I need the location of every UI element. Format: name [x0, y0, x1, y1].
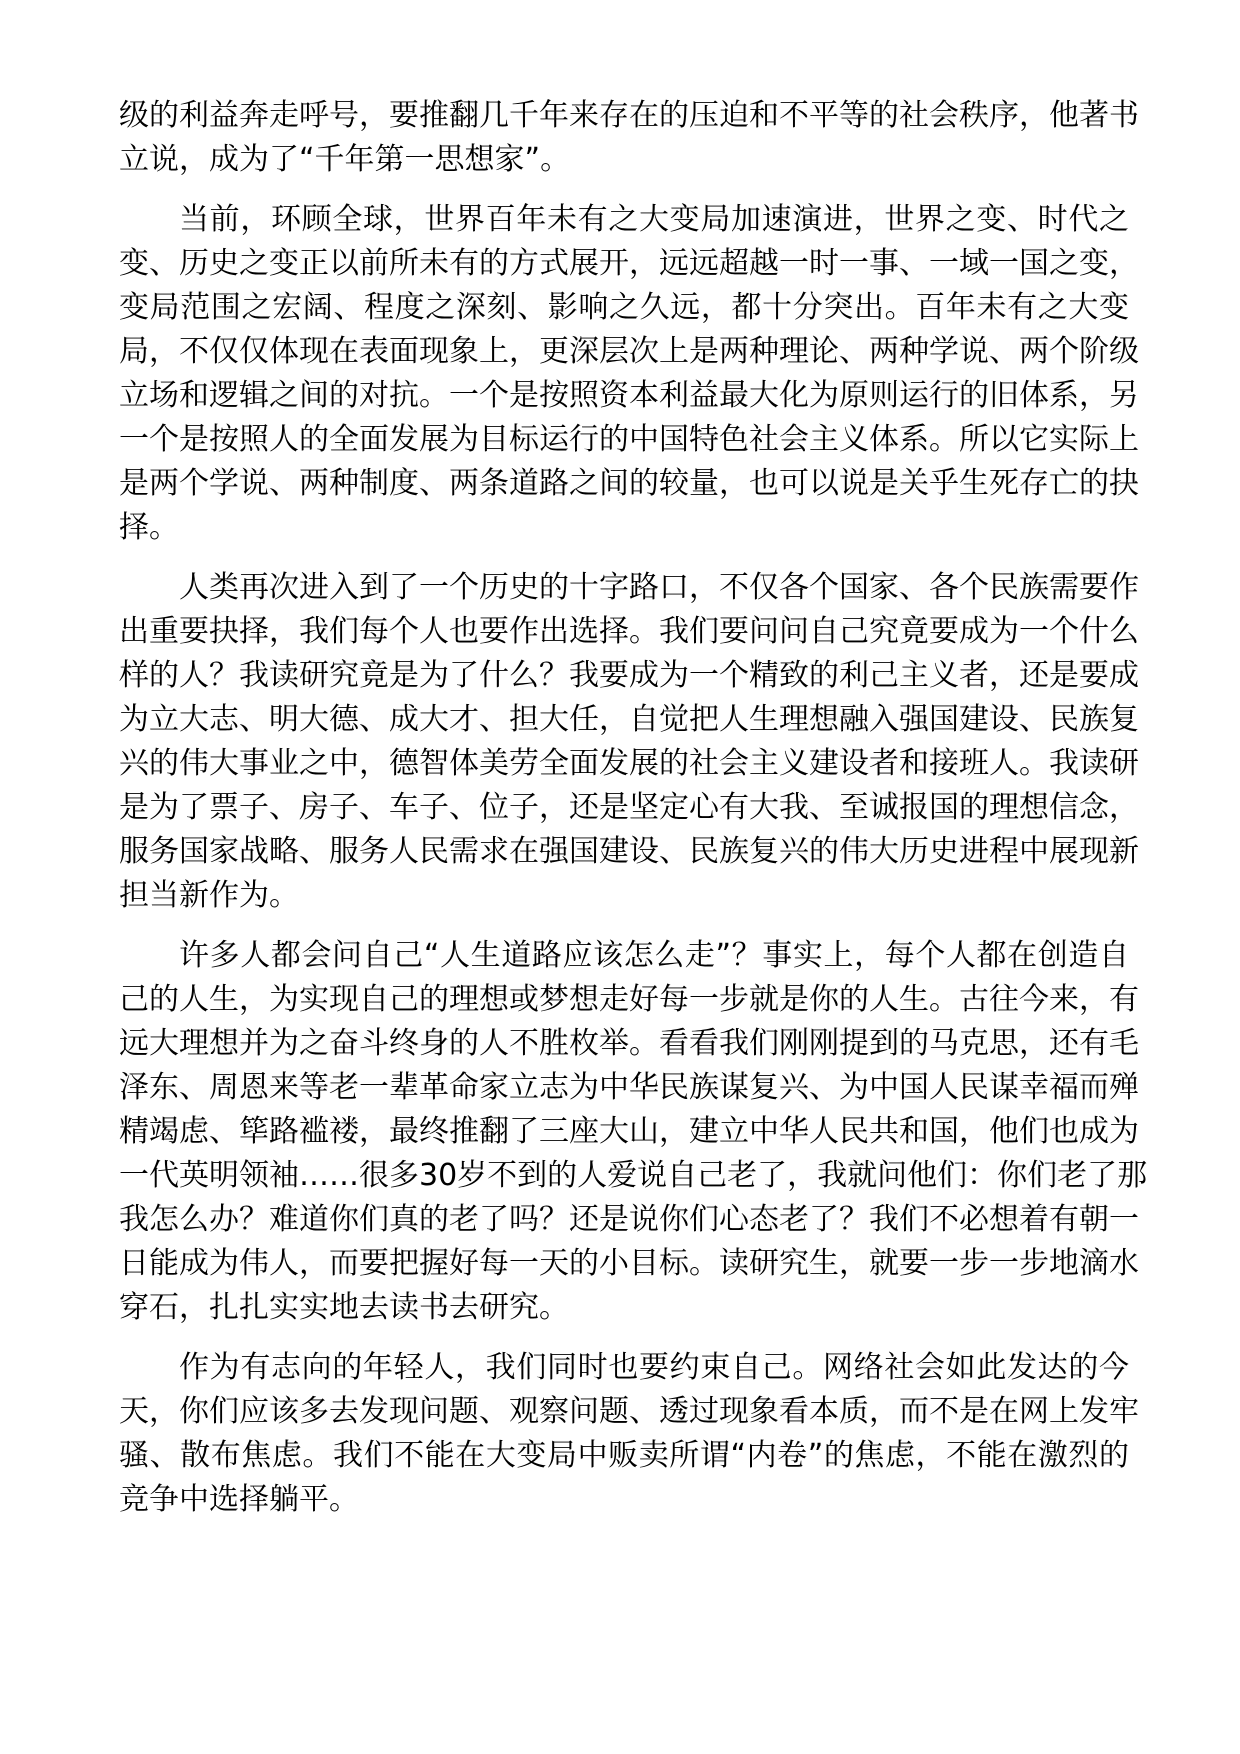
text-line: 天，你们应该多去发现问题、观察问题、透过现象看本质，而不是在网上发牢 [119, 1394, 1139, 1429]
text-line: 泽东、周恩来等老一辈革命家立志为中华民族谋复兴、为中国人民谋幸福而殚 [119, 1070, 1139, 1105]
text-line: 骚、散布焦虑。我们不能在大变局中贩卖所谓“内卷”的焦虑，不能在激烈的 [119, 1438, 1129, 1473]
text-line: 立场和逻辑之间的对抗。一个是按照资本利益最大化为原则运行的旧体系，另 [119, 378, 1139, 413]
paragraph-first-line: 许多人都会问自己“人生道路应该怎么走”？事实上，每个人都在创造自 [179, 938, 1129, 973]
text-line: 竞争中选择躺平。 [119, 1482, 359, 1517]
text-line: 变、历史之变正以前所未有的方式展开，远远超越一时一事、一域一国之变， [119, 246, 1139, 281]
text-line: 远大理想并为之奋斗终身的人不胜枚举。看看我们刚刚提到的马克思，还有毛 [119, 1026, 1139, 1061]
text-line: 立说，成为了“千年第一思想家”。 [119, 142, 571, 177]
text-line: 择。 [119, 510, 179, 545]
text-line: 兴的伟大事业之中，德智体美劳全面发展的社会主义建设者和接班人。我读研 [119, 746, 1139, 781]
text-line: 精竭虑、筚路褴褛，最终推翻了三座大山，建立中华人民共和国，他们也成为 [119, 1114, 1139, 1149]
text-line: 担当新作为。 [119, 878, 299, 913]
text-line: 服务国家战略、服务人民需求在强国建设、民族复兴的伟大历史进程中展现新 [119, 834, 1139, 869]
paragraph-first-line: 当前，环顾全球，世界百年未有之大变局加速演进，世界之变、时代之 [179, 202, 1129, 237]
text-line: 为立大志、明大德、成大才、担大任，自觉把人生理想融入强国建设、民族复 [119, 702, 1139, 737]
text-line: 穿石，扎扎实实地去读书去研究。 [119, 1290, 569, 1325]
text-line: 己的人生，为实现自己的理想或梦想走好每一步就是你的人生。古往今来，有 [119, 982, 1139, 1017]
text-line: 一个是按照人的全面发展为目标运行的中国特色社会主义体系。所以它实际上 [119, 422, 1139, 457]
text-line: 样的人？我读研究竟是为了什么？我要成为一个精致的利己主义者，还是要成 [119, 658, 1139, 693]
text-line: 日能成为伟人，而要把握好每一天的小目标。读研究生，就要一步一步地滴水 [119, 1246, 1139, 1281]
paragraph-first-line: 作为有志向的年轻人，我们同时也要约束自己。网络社会如此发达的今 [179, 1350, 1129, 1385]
text-line: 级的利益奔走呼号，要推翻几千年来存在的压迫和不平等的社会秩序，他著书 [119, 98, 1139, 133]
paragraph-first-line: 人类再次进入到了一个历史的十字路口，不仅各个国家、各个民族需要作 [179, 570, 1139, 605]
text-line: 一代英明领袖……很多30岁不到的人爱说自己老了，我就问他们：你们老了那 [119, 1158, 1148, 1193]
text-line: 我怎么办？难道你们真的老了吗？还是说你们心态老了？我们不必想着有朝一 [119, 1202, 1139, 1237]
text-line: 出重要抉择，我们每个人也要作出选择。我们要问问自己究竟要成为一个什么 [119, 614, 1139, 649]
text-line: 局，不仅仅体现在表面现象上，更深层次上是两种理论、两种学说、两个阶级 [119, 334, 1139, 369]
text-line: 是为了票子、房子、车子、位子，还是坚定心有大我、至诚报国的理想信念， [119, 790, 1139, 825]
text-line: 变局范围之宏阔、程度之深刻、影响之久远，都十分突出。百年未有之大变 [119, 290, 1129, 325]
text-line: 是两个学说、两种制度、两条道路之间的较量，也可以说是关乎生死存亡的抉 [119, 466, 1139, 501]
